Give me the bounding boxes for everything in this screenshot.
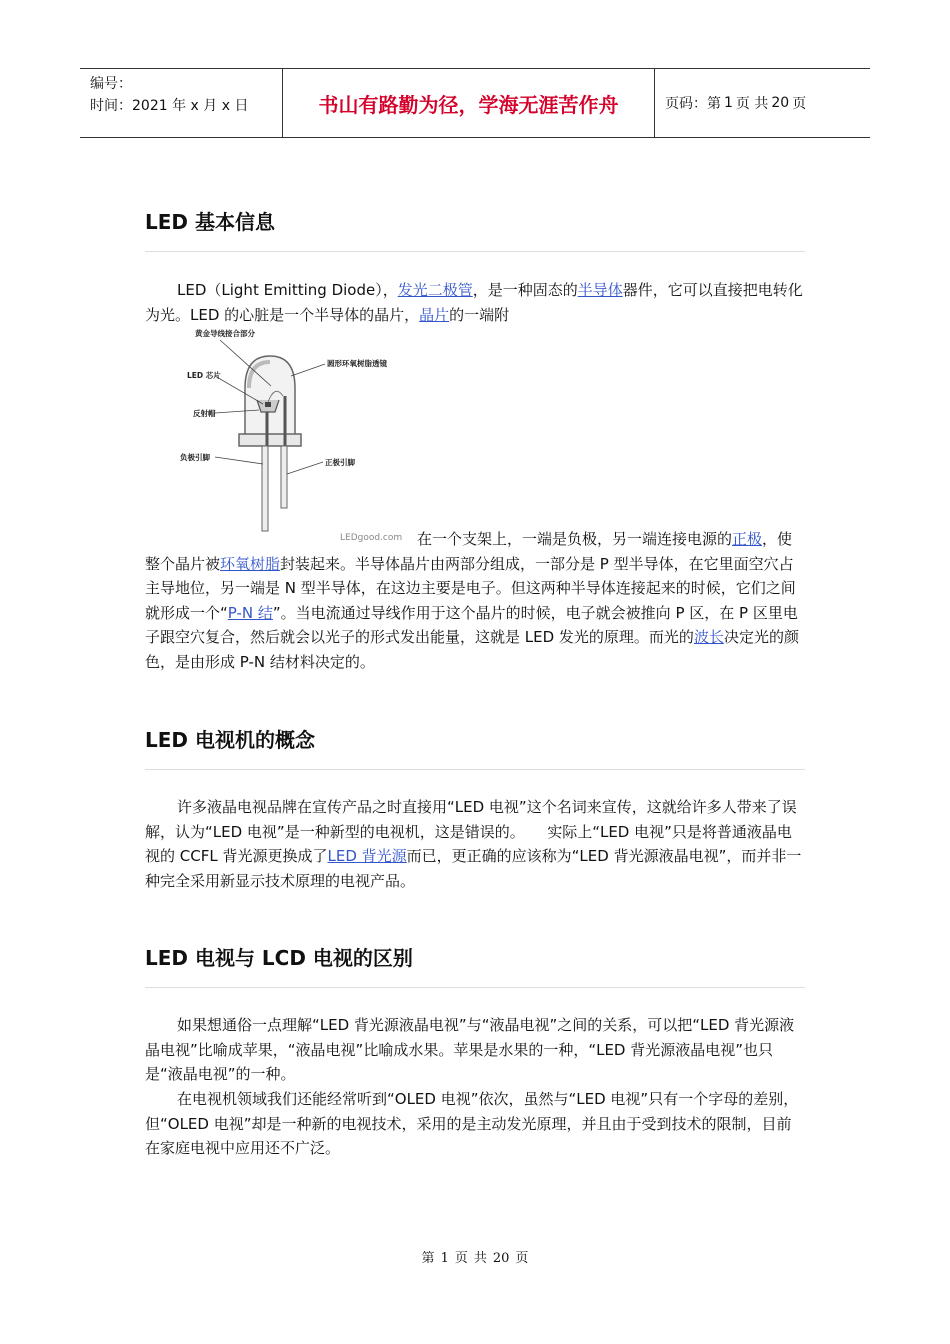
text-run: ，是一种固态的 xyxy=(472,281,578,299)
footer-text: 第 xyxy=(421,1251,435,1266)
figure-watermark: LEDgood.com xyxy=(340,533,403,543)
footer-text: 共 xyxy=(473,1251,487,1266)
document-header xyxy=(80,68,870,138)
header-page-label: 页码：第 xyxy=(665,96,721,112)
figure-label-chip: LED 芯片 xyxy=(187,371,221,380)
header-date: 时间：2021 年 x 月 x 日 xyxy=(90,98,249,114)
figure-label-reflector: 反射帽 xyxy=(193,409,216,418)
paragraph xyxy=(145,527,805,674)
footer-page-num: 1 xyxy=(440,1251,449,1266)
link-wavelength[interactable]: 波长 xyxy=(693,628,724,646)
paragraph xyxy=(145,1013,805,1087)
leader-line xyxy=(287,462,323,474)
paragraph xyxy=(145,278,805,327)
figure-label-lens: 圆形环氧树脂透镜 xyxy=(327,359,387,368)
footer-page-total: 20 xyxy=(492,1251,510,1266)
link-pn-junction[interactable]: P-N 结 xyxy=(227,603,273,622)
chip-shape xyxy=(265,402,271,407)
text-run: 而已，更正确的应该称为“LED 背光源液晶电视”，而并非一种完全采用新显示技术原理的电视产品。 xyxy=(145,847,802,890)
header-motto: 书山有路勤为径，学海无涯苦作舟 xyxy=(283,69,655,137)
text-run: LED（Light Emitting Diode）， xyxy=(177,281,398,299)
footer-text: 页 xyxy=(515,1251,529,1266)
section-divider xyxy=(145,769,805,770)
paragraph xyxy=(145,795,805,893)
link-led-backlight[interactable]: LED 背光源 xyxy=(327,847,407,865)
paragraph xyxy=(145,1087,805,1161)
text-run: 在一个支架上，一端是负极，另一端连接电源的 xyxy=(417,530,733,548)
text-run: 在电视机领域我们还能经常听到“OLED 电视”依次，虽然与“LED 电视”只有一个字母的差别，但“OLED 电视”却是一种新的电视技术，采用的是主动发光原理，并且由于受到技术的限制，目前在家庭电视中应用还不广泛。 xyxy=(145,1090,799,1157)
header-page-total: 20 xyxy=(771,95,790,111)
section-title-led-tv-concept: LED 电视机的概念 xyxy=(145,728,315,752)
header-meta-cell xyxy=(80,69,283,137)
leader-line xyxy=(291,364,325,376)
link-chip[interactable]: 晶片 xyxy=(419,305,450,324)
text-run: ”。当电流通过导线作用于这个晶片的时候，电子就会被推向 P 区，在 P 区里电子跟空穴复合，然后就会以光子的形式发出能量，这就是 LED 发光的原理。而光的 xyxy=(145,603,798,646)
leader-line xyxy=(215,457,263,464)
header-page-num: 1 xyxy=(724,95,733,111)
text-run: 封装起来。半导体晶片由两部分组成，一部分是 P 型半导体，在它里面空穴占主导地位，另一端是 N 型半导体，在这边主要是电子。但这两种半导体连接起来的时候，它们之间就形成一个“ xyxy=(145,554,796,622)
figure-label-anode: 正极引脚 xyxy=(325,458,355,467)
link-epoxy[interactable]: 环氧树脂 xyxy=(220,554,281,573)
header-number-label: 编号： xyxy=(90,76,132,92)
cathode-leg-shape xyxy=(262,446,268,531)
led-structure-diagram xyxy=(175,326,415,546)
section-title-led-vs-lcd: LED 电视与 LCD 电视的区别 xyxy=(145,946,413,970)
header-page-cell xyxy=(655,69,870,137)
figure-label-top: 黄金导线接合部分 xyxy=(195,329,255,338)
link-led-diode[interactable]: 发光二极管 xyxy=(397,281,473,299)
text-run: 器件，它可以直接把电转化为光。LED 的心脏是一个半导体的晶片， xyxy=(145,281,803,324)
base-flange-shape xyxy=(239,434,301,446)
text-run: ，使整个晶片被 xyxy=(145,530,793,573)
section-divider xyxy=(145,987,805,988)
footer-text: 页 xyxy=(454,1251,468,1266)
link-anode[interactable]: 正极 xyxy=(732,530,763,548)
page-footer xyxy=(0,1247,950,1266)
header-page-end: 页 xyxy=(792,96,807,112)
text-run: 的一端附 xyxy=(449,305,510,324)
link-semiconductor[interactable]: 半导体 xyxy=(577,281,623,299)
section-title-led-basics: LED 基本信息 xyxy=(145,210,275,234)
header-page-mid: 页 共 xyxy=(735,96,769,112)
text-run: 决定光的颜色，是由形成 P-N 结材料决定的。 xyxy=(145,628,799,671)
text-run: 许多液晶电视品牌在宣传产品之时直接用“LED 电视”这个名词来宣传，这就给许多人带来了误解，认为“LED 电视”是一种新型的电视机，这是错误的。 实际上“LED 电视”只是将普通液晶电视的 CCFL 背光源更换成了 xyxy=(145,798,797,865)
anode-leg-shape xyxy=(281,446,287,508)
figure-label-cathode: 负极引脚 xyxy=(180,453,210,462)
section-divider xyxy=(145,251,805,252)
text-run: 如果想通俗一点理解“LED 背光源液晶电视”与“液晶电视”之间的关系，可以把“LED 背光源液晶电视”比喻成苹果，“液晶电视”比喻成水果。苹果是水果的一种，“LED 背光源液晶电视”也只是“液晶电视”的一种。 xyxy=(145,1016,795,1083)
